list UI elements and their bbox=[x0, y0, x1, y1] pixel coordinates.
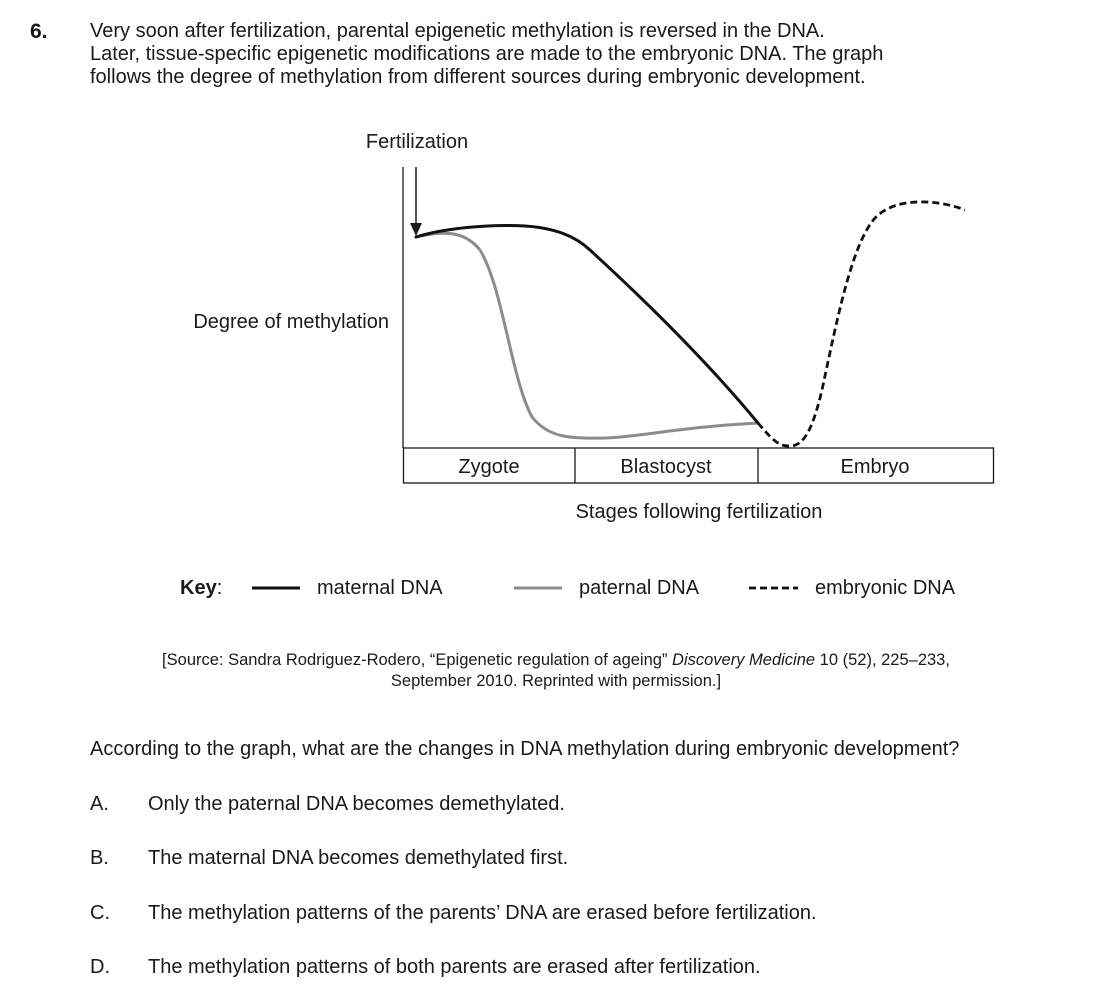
source-citation bbox=[0, 650, 1112, 692]
option-d[interactable] bbox=[90, 956, 761, 979]
key-paternal-label: paternal DNA bbox=[579, 577, 700, 599]
option-d-text: The methylation patterns of both parents are erased after fertilization. bbox=[148, 956, 761, 978]
embryonic-dna-curve bbox=[758, 202, 965, 446]
key-embryonic-label: embryonic DNA bbox=[815, 577, 956, 599]
source-line-2: September 2010. Reprinted with permission.] bbox=[390, 672, 722, 690]
option-c[interactable] bbox=[90, 902, 817, 925]
option-b-letter: B. bbox=[90, 847, 109, 869]
source-line-1: [Source: Sandra Rodriguez-Rodero, “Epigenetic regulation of ageing” Discovery Medicine 10 (52), 225–233, bbox=[162, 651, 950, 669]
option-d-letter: D. bbox=[90, 956, 110, 978]
maternal-dna-curve bbox=[416, 225, 758, 423]
fertilization-label: Fertilization bbox=[365, 131, 469, 153]
x-axis-label: Stages following fertilization bbox=[575, 501, 823, 523]
intro-line-2: Later, tissue-specific epigenetic modifications are made to the embryonic DNA. The graph bbox=[90, 43, 884, 65]
key-maternal-label: maternal DNA bbox=[317, 577, 443, 599]
intro-line-3: follows the degree of methylation from different sources during embryonic development. bbox=[90, 66, 866, 88]
option-b[interactable] bbox=[90, 847, 568, 870]
y-axis-label: Degree of methylation bbox=[193, 311, 389, 333]
option-b-text: The maternal DNA becomes demethylated first. bbox=[148, 847, 569, 869]
fertilization-arrowhead bbox=[410, 223, 422, 236]
option-c-text: The methylation patterns of the parents’ DNA are erased before fertilization. bbox=[148, 902, 817, 924]
option-a[interactable] bbox=[90, 793, 565, 816]
stage-zygote: Zygote bbox=[458, 456, 520, 478]
intro-line-1: Very soon after fertilization, parental epigenetic methylation is reversed in the DNA. bbox=[90, 20, 825, 42]
option-a-text: Only the paternal DNA becomes demethylated. bbox=[148, 793, 565, 815]
key-label: Key: bbox=[180, 577, 223, 599]
stage-embryo: Embryo bbox=[840, 456, 910, 478]
question-prompt: According to the graph, what are the changes in DNA methylation during embryonic development? bbox=[90, 738, 960, 760]
stage-blastocyst: Blastocyst bbox=[620, 456, 712, 478]
option-c-letter: C. bbox=[90, 902, 110, 924]
paternal-dna-curve bbox=[416, 233, 758, 438]
question-number: 6. bbox=[30, 20, 48, 43]
option-a-letter: A. bbox=[90, 793, 109, 815]
